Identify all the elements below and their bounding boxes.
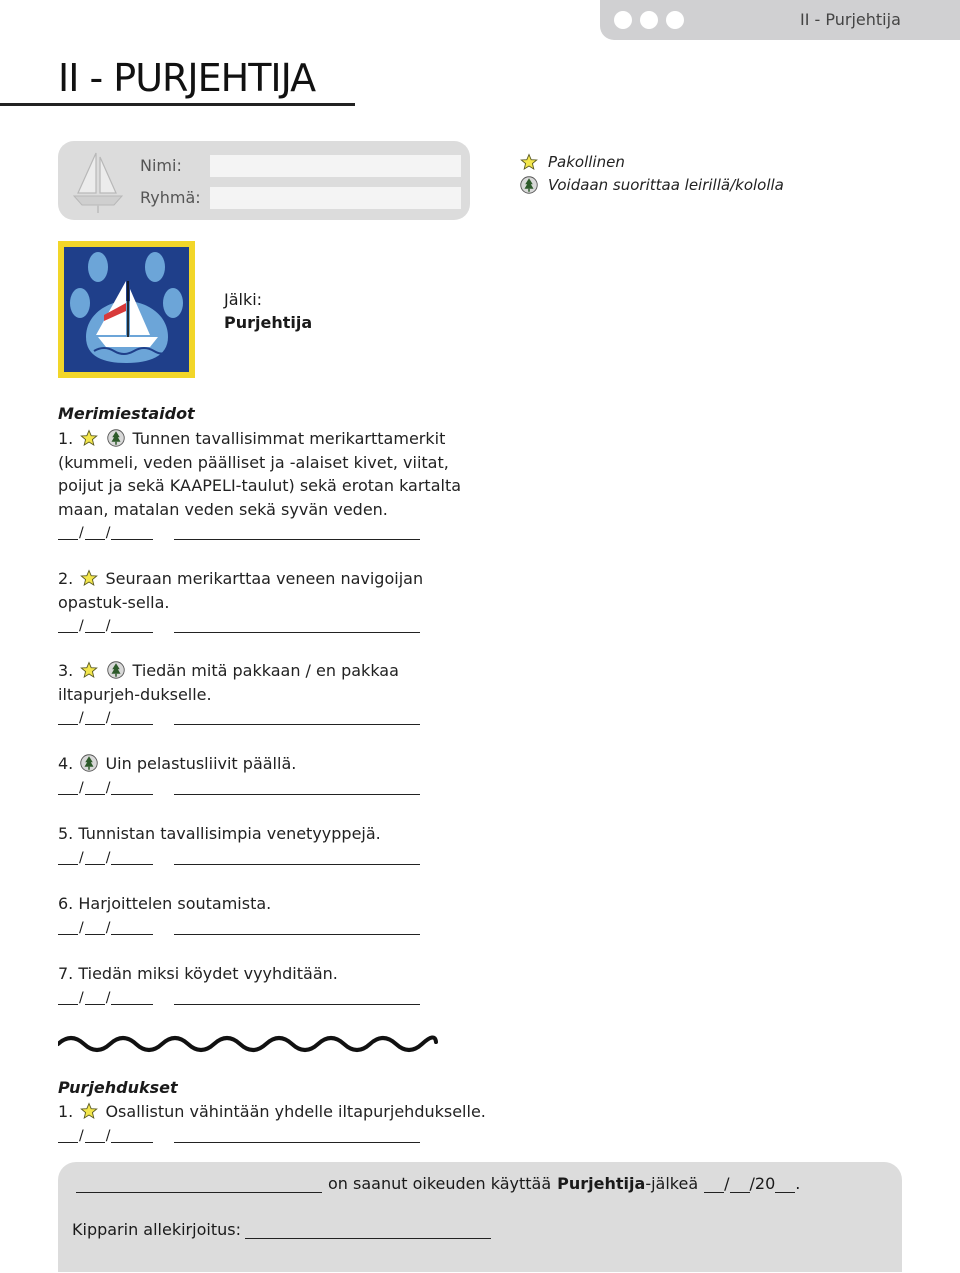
legend-mandatory-label: Pakollinen xyxy=(548,153,625,171)
page-title: II - PURJEHTIJA xyxy=(58,56,316,100)
tree-icon xyxy=(80,754,98,772)
item-text: Tiedän mitä pakkaan / en pakkaa iltapurjeh-dukselle. xyxy=(58,661,399,704)
tree-icon xyxy=(107,661,125,679)
window-dot-3 xyxy=(666,11,684,29)
item-number: 4. xyxy=(58,754,74,773)
item-text: Tunnen tavallisimmat merikarttamerkit (kummeli, veden päälliset ja -alaiset kivet, viitat, poijut ja sekä KAAPELI-taulut) sekä erotan kartalta maan, matalan veden sekä syvän veden. xyxy=(58,429,462,519)
wave-divider xyxy=(58,1030,438,1058)
item-merimiestaidot-4 xyxy=(58,752,478,776)
item-text: Uin pelastusliivit päällä. xyxy=(105,754,297,773)
signature-line-6[interactable]: / / xyxy=(58,921,420,935)
group-label: Ryhmä: xyxy=(140,188,201,207)
legend-camp xyxy=(520,176,784,194)
item-number: 7. xyxy=(58,964,74,983)
item-text: Seuraan merikarttaa veneen navigoijan opastuk-sella. xyxy=(58,569,424,612)
item-purjehdukset-1 xyxy=(58,1100,518,1124)
group-field[interactable] xyxy=(210,187,461,209)
item-number: 1. xyxy=(58,429,74,448)
section-title-purjehdukset: Purjehdukset xyxy=(58,1078,178,1097)
skipper-signature-field[interactable] xyxy=(245,1222,491,1239)
item-merimiestaidot-3 xyxy=(58,659,478,706)
item-number: 1. xyxy=(58,1102,74,1121)
header-tab xyxy=(600,0,960,40)
name-group-box xyxy=(58,141,470,220)
item-number: 3. xyxy=(58,661,74,680)
name-label: Nimi: xyxy=(140,156,182,175)
star-icon xyxy=(80,1102,98,1120)
window-dot-1 xyxy=(614,11,632,29)
signature-line-7[interactable]: / / xyxy=(58,991,420,1005)
item-text: Harjoittelen soutamista. xyxy=(78,894,272,913)
skipper-signature-row xyxy=(72,1220,491,1239)
signature-line-2[interactable]: / / xyxy=(58,619,420,633)
item-text: Tiedän miksi köydet vyyhditään. xyxy=(78,964,338,983)
window-dot-2 xyxy=(640,11,658,29)
recipient-name-field[interactable] xyxy=(76,1176,322,1193)
signature-line-1[interactable]: / / xyxy=(58,526,420,540)
star-icon xyxy=(80,661,98,679)
title-underline xyxy=(0,103,355,106)
completion-text-before: on saanut oikeuden käyttää xyxy=(328,1174,552,1193)
star-icon xyxy=(80,429,98,447)
completion-box xyxy=(58,1162,902,1272)
item-number: 5. xyxy=(58,824,74,843)
item-text: Tunnistan tavallisimpia venetyyppejä. xyxy=(78,824,381,843)
badge-label: Jälki: xyxy=(224,290,263,309)
item-number: 2. xyxy=(58,569,74,588)
item-merimiestaidot-5 xyxy=(58,822,478,846)
signature-line-4[interactable]: / / xyxy=(58,781,420,795)
item-number: 6. xyxy=(58,894,74,913)
star-icon xyxy=(80,569,98,587)
item-text: Osallistun vähintään yhdelle iltapurjehdukselle. xyxy=(105,1102,486,1121)
completion-period: . xyxy=(795,1174,801,1193)
item-merimiestaidot-7 xyxy=(58,962,478,986)
tree-icon xyxy=(107,429,125,447)
badge-name: Purjehtija xyxy=(224,313,313,332)
section-title-merimiestaidot: Merimiestaidot xyxy=(58,404,195,423)
signature-line-5[interactable]: / / xyxy=(58,851,420,865)
purjehtija-badge-image xyxy=(58,241,195,378)
skipper-signature-label: Kipparin allekirjoitus: xyxy=(72,1220,241,1239)
star-icon xyxy=(520,153,538,171)
header-title: II - Purjehtija xyxy=(800,10,901,29)
completion-text-after: -jälkeä xyxy=(645,1174,699,1193)
month-field[interactable] xyxy=(730,1176,750,1193)
item-merimiestaidot-2 xyxy=(58,567,478,614)
year-prefix: /20 xyxy=(749,1174,776,1193)
item-merimiestaidot-6 xyxy=(58,892,478,916)
tree-icon xyxy=(520,176,538,194)
name-field[interactable] xyxy=(210,155,461,177)
completion-badge-name: Purjehtija xyxy=(557,1174,646,1193)
legend-mandatory xyxy=(520,153,625,171)
legend-camp-label: Voidaan suorittaa leirillä/kololla xyxy=(548,176,784,194)
item-merimiestaidot-1 xyxy=(58,427,478,521)
signature-line-8[interactable]: / / xyxy=(58,1129,420,1143)
year-field[interactable] xyxy=(775,1176,795,1193)
day-field[interactable] xyxy=(704,1176,724,1193)
signature-line-3[interactable]: / / xyxy=(58,711,420,725)
completion-statement: on saanut oikeuden käyttää Purjehtija -jälkeä / /20 . xyxy=(76,1174,800,1193)
sailboat-icon xyxy=(70,149,126,213)
